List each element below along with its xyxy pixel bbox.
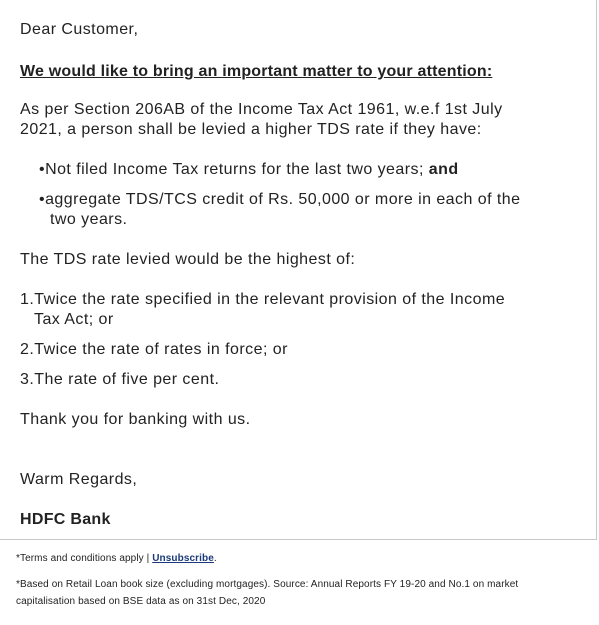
terms-text: *Terms and conditions apply | [16,553,153,564]
intro-paragraph [20,100,503,140]
thanks-line: Thank you for banking with us. [20,411,251,428]
item-continuation: Tax Act; or [34,311,114,328]
bullet-text: Not filed Income Tax returns for the last two years; [45,161,429,178]
bullet-bold-suffix: and [428,161,459,178]
bullet-marker: • [39,191,46,208]
disclaimer-line-1: *Based on Retail Loan book size (excluding mortgages). Source: Annual Reports FY 19-20 and No.1 on market [16,579,519,590]
disclaimer-line-2: capitalisation based on BSE data as on 31st Dec, 2020 [16,596,266,607]
rate-intro: The TDS rate levied would be the highest of: [20,251,356,268]
item-number: 3. [20,371,35,388]
bullet-item [39,190,520,230]
terms-line [16,550,217,567]
numbered-item [20,290,505,330]
signature: HDFC Bank [20,511,111,528]
headline: We would like to bring an important matter to your attention: [20,63,493,80]
bullet-text: aggregate TDS/TCS credit of Rs. 50,000 or more in each of the [45,191,521,208]
terms-end: . [213,553,217,564]
disclaimer [16,576,518,610]
item-text: Twice the rate of rates in force; or [34,341,288,358]
unsubscribe-link[interactable]: Unsubscribe [152,553,214,564]
bullet-item [39,160,459,180]
bullet-continuation: two years. [50,211,128,228]
greeting: Dear Customer, [20,21,139,38]
numbered-item [20,370,219,390]
item-number: 2. [20,341,35,358]
closing-line: Warm Regards, [20,471,138,488]
intro-line-2: 2021, a person shall be levied a higher TDS rate if they have: [20,121,482,138]
intro-line-1: As per Section 206AB of the Income Tax Act 1961, w.e.f 1st July [20,101,503,118]
numbered-item [20,340,288,360]
item-number: 1. [20,291,35,308]
bullet-marker: • [39,161,46,178]
item-text: Twice the rate specified in the relevant provision of the Income [34,291,506,308]
item-text: The rate of five per cent. [34,371,220,388]
